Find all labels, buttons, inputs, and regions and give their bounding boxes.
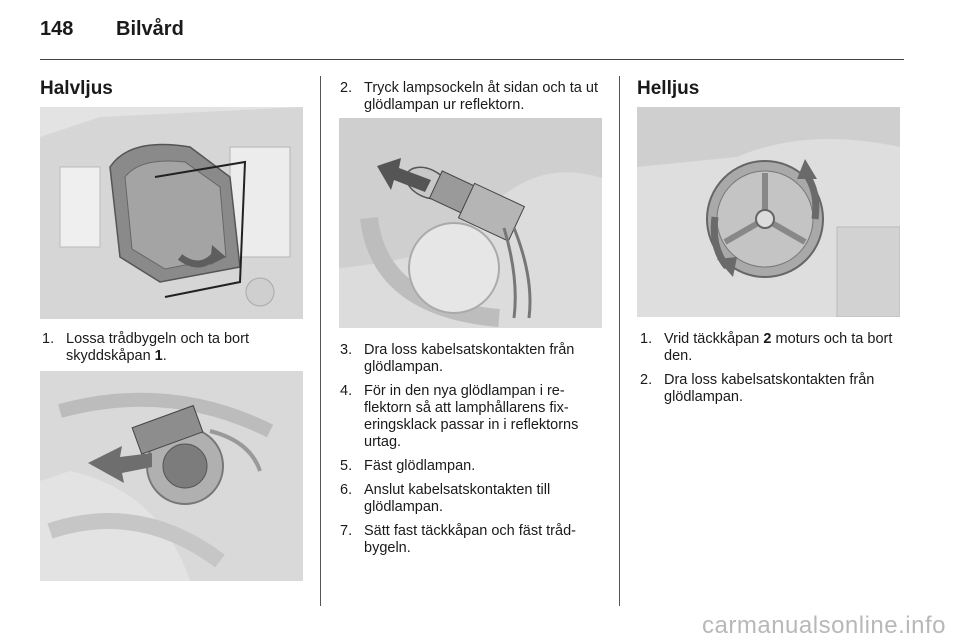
step-text: Sätt fast täckkåpan och fäst trådbygeln. xyxy=(364,523,576,556)
high-beam-steps xyxy=(640,331,905,413)
column-divider-2 xyxy=(619,76,620,606)
step-number: 3. xyxy=(340,342,353,358)
low-beam-steps-3-7 xyxy=(340,342,606,564)
figure-cover-removal xyxy=(40,107,303,319)
figure-bulb-socket xyxy=(40,371,303,581)
step-item xyxy=(340,80,606,114)
low-beam-steps-2 xyxy=(340,80,606,121)
step-text: Lossa trådbygeln och ta bort skyddskåpan xyxy=(66,331,249,364)
step-text-end: moturs och ta bort den. xyxy=(664,331,893,364)
step-text: Dra loss kabelsatskontakten från glödlampan. xyxy=(364,342,575,375)
step-text: Dra loss kabelsatskontakten från glödlampan. xyxy=(664,372,875,405)
step-text: Tryck lampsockeln åt sidan och ta ut glödlampan ur reflektorn. xyxy=(364,80,598,113)
step-number: 7. xyxy=(340,523,353,539)
chapter-title: Bilvård xyxy=(116,18,184,40)
figure-bulb-removal xyxy=(339,118,602,328)
step-item xyxy=(640,331,905,365)
step-number: 5. xyxy=(340,458,353,474)
step-number: 4. xyxy=(340,383,353,399)
section-title-high-beam: Helljus xyxy=(637,78,700,99)
section-title-low-beam: Halvljus xyxy=(40,78,113,99)
step-ref-bold: 2 xyxy=(763,331,772,347)
step-text: Fäst glödlampan. xyxy=(364,458,476,474)
step-text: För in den nya glödlampan i reflektorn så att lamphållarens fixeringsklack passar in i reflektorns urtag. xyxy=(364,383,579,450)
step-ref-bold: 1 xyxy=(154,348,163,364)
step-item xyxy=(340,383,606,451)
step-item xyxy=(340,523,606,557)
header-rule xyxy=(40,59,904,60)
column-divider-1 xyxy=(320,76,321,606)
page-number: 148 xyxy=(40,18,74,40)
step-number: 2. xyxy=(340,80,353,96)
step-text-end: . xyxy=(162,348,167,364)
step-item xyxy=(340,458,606,475)
step-text: Anslut kabelsatskontakten till glödlampan. xyxy=(364,482,551,515)
low-beam-steps-1 xyxy=(42,331,304,372)
page-header xyxy=(40,18,184,48)
step-number: 6. xyxy=(340,482,353,498)
step-item xyxy=(640,372,905,406)
step-item xyxy=(42,331,304,365)
step-number: 2. xyxy=(640,372,653,388)
step-item xyxy=(340,342,606,376)
watermark: carmanualsonline.info xyxy=(702,612,946,639)
step-item xyxy=(340,482,606,516)
step-text: Vrid täckkåpan xyxy=(664,331,764,347)
step-number: 1. xyxy=(42,331,55,347)
step-number: 1. xyxy=(640,331,653,347)
figure-high-beam-cover xyxy=(637,107,900,317)
